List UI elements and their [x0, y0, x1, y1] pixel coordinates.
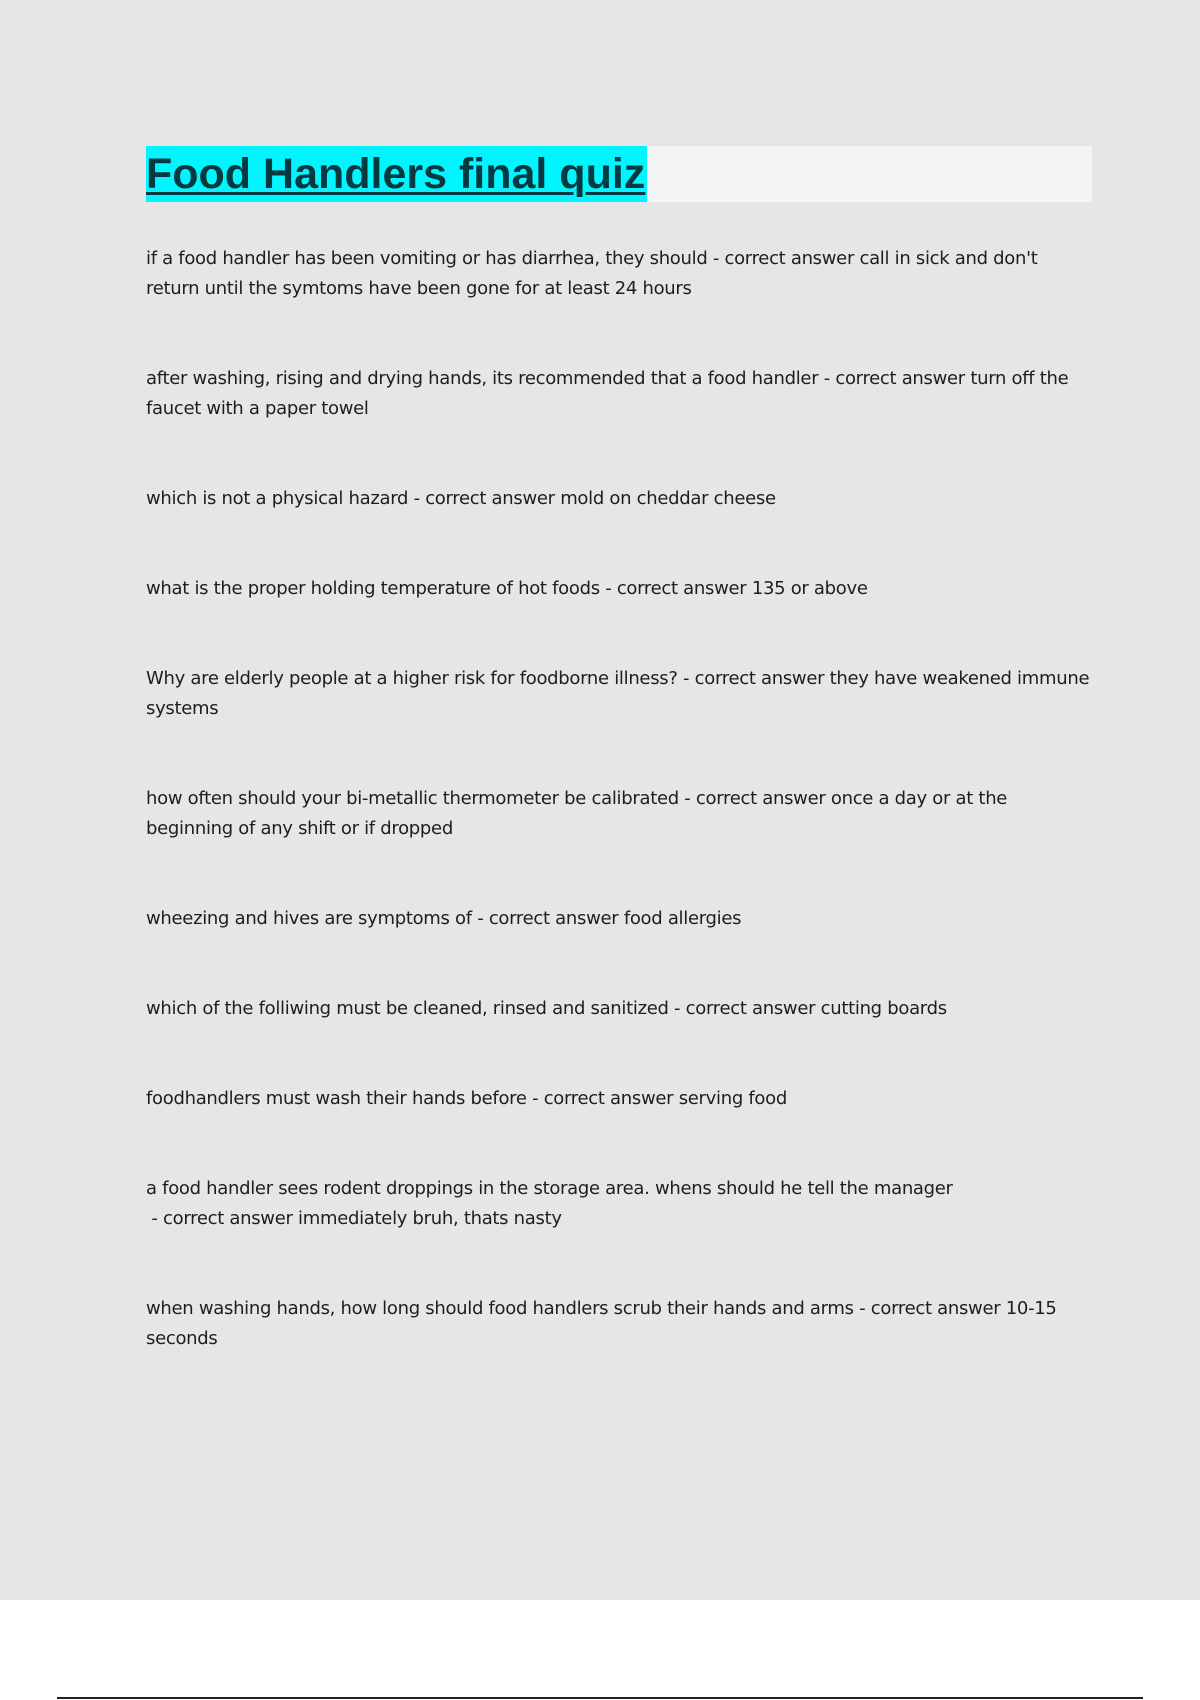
qa-item — [146, 1084, 1092, 1114]
answer-text: turn off the faucet with a paper towel — [146, 368, 1069, 419]
answer-separator: - correct answer — [599, 578, 752, 599]
question-text: foodhandlers must wash their hands before — [146, 1088, 527, 1109]
question-text: after washing, rising and drying hands, its recommended that a food handler — [146, 368, 819, 389]
qa-item — [146, 994, 1092, 1024]
qa-item — [146, 244, 1092, 304]
question-text: a food handler sees rodent droppings in the storage area. whens should he tell the manager — [146, 1178, 953, 1199]
answer-separator: - correct answer — [526, 1088, 679, 1109]
question-text: how often should your bi-metallic thermometer be calibrated — [146, 788, 679, 809]
qa-item — [146, 364, 1092, 424]
qa-list — [146, 244, 1092, 1414]
answer-separator: - correct answer — [146, 1208, 299, 1229]
answer-separator: - correct answer — [408, 488, 561, 509]
qa-item — [146, 1174, 1092, 1234]
qa-item — [146, 574, 1092, 604]
answer-separator: - correct answer — [707, 248, 860, 269]
qa-item — [146, 484, 1092, 514]
answer-separator: - correct answer — [818, 368, 971, 389]
question-text: wheezing and hives are symptoms of — [146, 908, 472, 929]
answer-text: 10-15 seconds — [146, 1298, 1057, 1349]
answer-separator: - correct answer — [853, 1298, 1006, 1319]
answer-text: food allergies — [623, 908, 742, 929]
answer-separator: - correct answer — [677, 668, 830, 689]
qa-item — [146, 1294, 1092, 1354]
question-text: which of the folliwing must be cleaned, rinsed and sanitized — [146, 998, 669, 1019]
answer-text: call in sick and don't return until the symtoms have been gone for at least 24 hours — [146, 248, 1038, 299]
qa-item — [146, 904, 1092, 934]
answer-text: immediately bruh, thats nasty — [298, 1208, 562, 1229]
page-title: Food Handlers final quiz — [146, 146, 647, 202]
answer-text: cutting boards — [820, 998, 947, 1019]
qa-item — [146, 784, 1092, 844]
answer-text: mold on cheddar cheese — [560, 488, 776, 509]
answer-separator: - correct answer — [471, 908, 624, 929]
answer-text: once a day or at the beginning of any shift or if dropped — [146, 788, 1008, 839]
question-text: what is the proper holding temperature of hot foods — [146, 578, 600, 599]
answer-text: serving food — [678, 1088, 787, 1109]
answer-separator: - correct answer — [678, 788, 831, 809]
qa-item — [146, 664, 1092, 724]
question-text: which is not a physical hazard — [146, 488, 409, 509]
answer-text: they have weakened immune systems — [146, 668, 1090, 719]
footer-rule — [57, 1697, 1143, 1699]
question-text: when washing hands, how long should food handlers scrub their hands and arms — [146, 1298, 854, 1319]
answer-separator: - correct answer — [668, 998, 821, 1019]
answer-text: 135 or above — [751, 578, 868, 599]
question-text: if a food handler has been vomiting or has diarrhea, they should — [146, 248, 708, 269]
question-text: Why are elderly people at a higher risk for foodborne illness? — [146, 668, 678, 689]
